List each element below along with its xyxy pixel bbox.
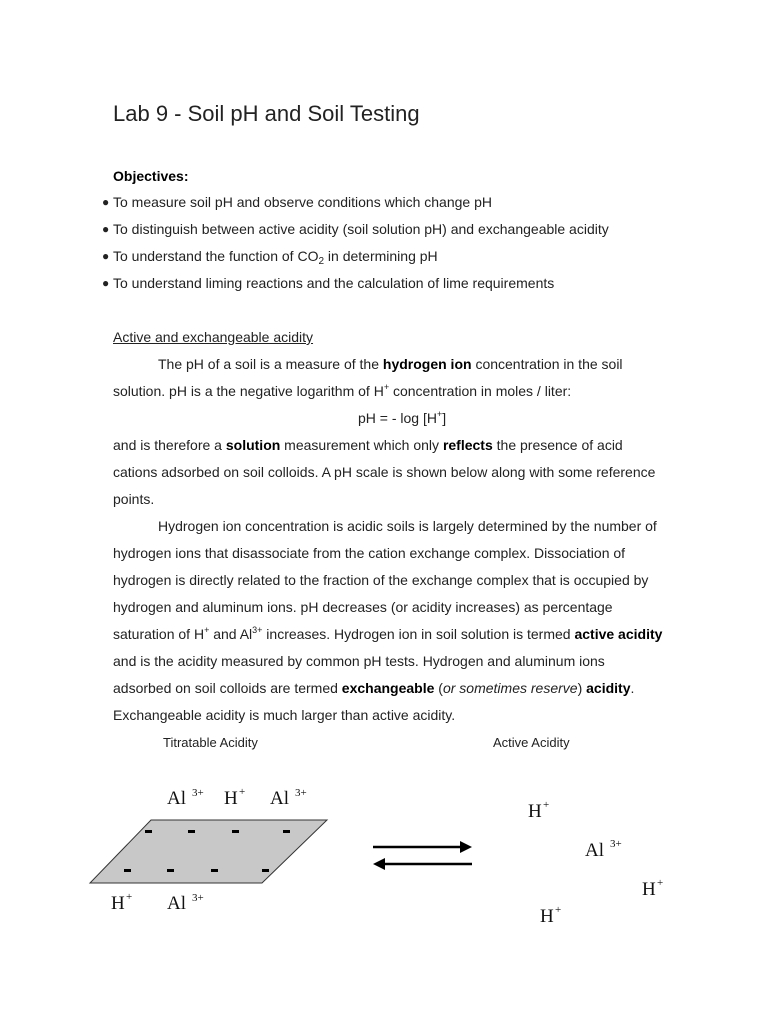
titratable-acidity-label: Titratable Acidity: [163, 735, 258, 750]
objective-item: To measure soil pH and observe conditions which change pH: [113, 194, 492, 210]
objectives-heading: Objectives:: [113, 168, 189, 184]
section-heading: Active and exchangeable acidity: [113, 329, 314, 345]
paragraph-line: points.: [113, 491, 155, 507]
paragraph-line: Exchangeable acidity is much larger than active acidity.: [113, 707, 456, 723]
ion-al: Al: [167, 788, 186, 809]
paragraph-line: and is the acidity measured by common pH tests. Hydrogen and aluminum ions: [113, 653, 605, 669]
bullet-icon: ●: [102, 249, 110, 263]
paragraph-line: adsorbed on soil colloids are termed exchangeable (or sometimes reserve) acidity.: [113, 680, 635, 696]
ion-h: H: [224, 788, 238, 809]
ion-h: H: [528, 801, 542, 822]
ion-al: Al: [270, 788, 289, 809]
paragraph-line: saturation of H+ and $Al^{3+}$ increases. Hydrogen ion in soil solution is termed active acidity: [113, 625, 663, 642]
ion-charge: +: [239, 786, 246, 798]
active-acidity-label: Active Acidity: [493, 735, 570, 750]
paragraph-line: hydrogen and aluminum ions. pH decreases (or acidity increases) as percentage: [113, 599, 613, 615]
ph-formula: pH = - log [H+]: [358, 409, 447, 426]
paragraph-line: cations adsorbed on soil colloids. A pH scale is shown below along with some reference: [113, 464, 656, 480]
ion-charge: +: [543, 799, 550, 811]
ion-al: Al: [167, 893, 186, 914]
paragraph-line: and is therefore a solution measurement which only reflects the presence of acid: [113, 437, 623, 453]
paragraph-line: hydrogen is directly related to the fraction of the exchange complex that is occupied by: [113, 572, 649, 588]
paragraph-line: hydrogen ions that disassociate from the cation exchange complex. Dissociation of: [113, 545, 626, 561]
ion-charge: +: [555, 904, 562, 916]
ion-charge: +: [657, 877, 664, 889]
bullet-icon: ●: [102, 195, 110, 209]
ion-charge: +: [126, 891, 133, 903]
bullet-icon: ●: [102, 222, 110, 236]
ion-h: H: [642, 879, 656, 900]
ion-h: H: [111, 893, 125, 914]
equilibrium-arrows: [373, 841, 472, 870]
bullet-icon: ●: [102, 276, 110, 290]
ion-charge: 3+: [192, 892, 204, 904]
ion-al: Al: [585, 840, 604, 861]
objective-item: To understand liming reactions and the calculation of lime requirements: [113, 275, 555, 291]
ion-charge: 3+: [192, 787, 204, 799]
objective-item: To understand the function of $CO_2$ in determining pH: [113, 248, 438, 267]
ion-charge: 3+: [295, 787, 307, 799]
paragraph-line: solution. pH is a the negative logarithm of H+ concentration in moles / liter:: [113, 382, 572, 399]
objective-item: To distinguish between active acidity (soil solution pH) and exchangeable acidity: [113, 221, 609, 237]
page-title: Lab 9 - Soil pH and Soil Testing: [113, 101, 420, 126]
paragraph-line: The pH of a soil is a measure of the hydrogen ion concentration in the soil: [158, 356, 623, 372]
paragraph-line: Hydrogen ion concentration is acidic soils is largely determined by the number of: [158, 518, 657, 534]
soil-colloid-surface: [90, 820, 327, 883]
ion-charge: 3+: [610, 838, 622, 850]
ion-h: H: [540, 906, 554, 927]
